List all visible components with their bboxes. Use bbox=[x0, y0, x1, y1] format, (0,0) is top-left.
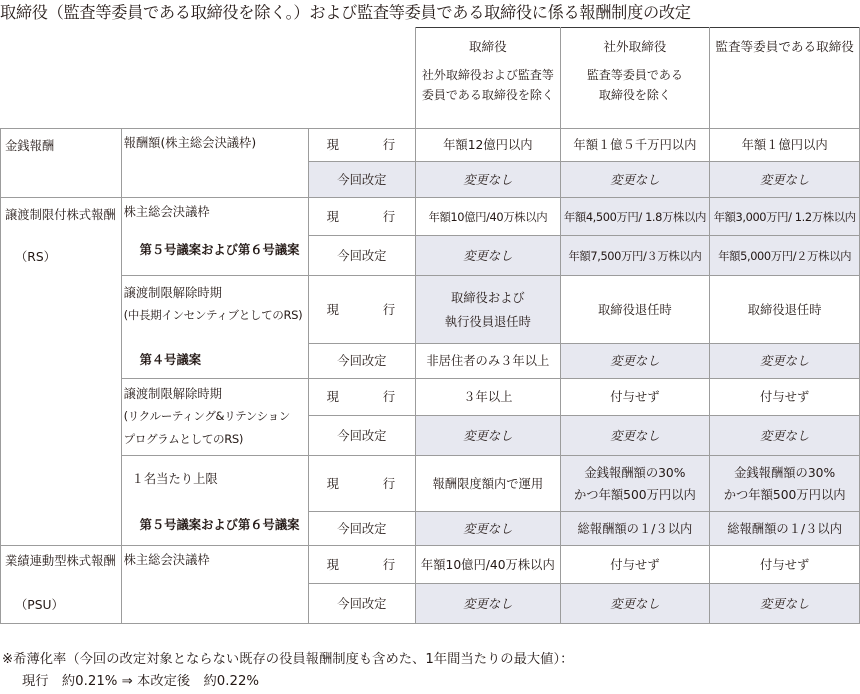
page-title: 取締役（監査等委員である取締役を除く。）および監査等委員である取締役に係る報酬制度の改定 bbox=[0, 3, 691, 22]
table-row bbox=[1, 129, 860, 162]
table-row bbox=[1, 379, 860, 416]
footnote-line: 現行 約0.21% ⇒ 本改定後 約0.22% bbox=[22, 674, 260, 689]
cell-value: 変更なし bbox=[710, 584, 860, 624]
header-blank bbox=[1, 28, 416, 129]
cell-value: 年額4,500万円/ 1.8万株以内 bbox=[560, 198, 710, 236]
footnote bbox=[2, 649, 573, 693]
item-rs-per-person bbox=[121, 456, 308, 546]
item-label: １名当たり上限 bbox=[131, 472, 218, 486]
category-sub: （PSU） bbox=[15, 598, 64, 612]
cell-value: 変更なし bbox=[560, 416, 710, 456]
row-label-revision: 今回改定 bbox=[308, 512, 416, 546]
cell-line: 金銭報酬額の30% bbox=[734, 465, 836, 480]
cell-value: 変更なし bbox=[560, 344, 710, 379]
cell-line: 取締役および bbox=[450, 290, 525, 305]
cell-line: 執行役員退任時 bbox=[444, 314, 531, 329]
cell-value: 取締役退任時 bbox=[710, 276, 860, 344]
cell-value: 変更なし bbox=[710, 344, 860, 379]
footnote-line: ※希薄化率（今回の改定対象とならない既存の役員報酬制度も含めた、1年間当たりの最大値）： bbox=[2, 652, 574, 667]
column-header-audit-director bbox=[710, 28, 860, 129]
cell-value bbox=[416, 276, 560, 344]
cell-value: 付与せず bbox=[560, 546, 710, 584]
row-label-revision: 今回改定 bbox=[308, 416, 416, 456]
table-row bbox=[1, 276, 860, 344]
header-row bbox=[1, 28, 860, 129]
category-label: 譲渡制限付株式報酬 bbox=[5, 208, 116, 222]
cell-value: 年額3,000万円/ 1.2万株以内 bbox=[710, 198, 860, 236]
item-label: プログラムとしてのRS) bbox=[123, 432, 243, 446]
column-subtitle: 委員である取締役を除く bbox=[421, 88, 554, 102]
cell-value: 年額7,500万円/３万株以内 bbox=[560, 236, 710, 276]
cell-value: 変更なし bbox=[416, 236, 560, 276]
item-rs-release-mid bbox=[121, 276, 308, 379]
cell-value bbox=[710, 456, 860, 512]
row-label-current: 現 行 bbox=[308, 276, 416, 344]
row-label-current: 現 行 bbox=[308, 456, 416, 512]
item-rs-release-recruit bbox=[121, 379, 308, 456]
proposal-label: 第５号議案および第６号議案 bbox=[139, 518, 300, 532]
item-psu-limit bbox=[121, 546, 308, 624]
row-label-current: 現 行 bbox=[308, 379, 416, 416]
cell-value: 変更なし bbox=[710, 162, 860, 198]
item-cash-limit bbox=[121, 129, 308, 198]
table-row bbox=[1, 546, 860, 584]
cell-value: 年額１億５千万円以内 bbox=[560, 129, 710, 162]
cell-value: 付与せず bbox=[710, 379, 860, 416]
cell-value: 変更なし bbox=[416, 162, 560, 198]
row-label-revision: 今回改定 bbox=[308, 584, 416, 624]
category-sub: （RS） bbox=[15, 250, 56, 264]
cell-value: 総報酬額の１/３以内 bbox=[710, 512, 860, 546]
cell-value: ３年以上 bbox=[416, 379, 560, 416]
item-label: 株主総会決議枠 bbox=[123, 205, 210, 219]
cell-line: かつ年額500万円以内 bbox=[723, 487, 846, 502]
item-label: 報酬額(株主総会決議枠) bbox=[123, 136, 257, 150]
column-header-director bbox=[416, 28, 560, 129]
column-subtitle: 取締役を除く bbox=[598, 88, 671, 102]
cell-line: かつ年額500万円以内 bbox=[573, 487, 696, 502]
row-label-revision: 今回改定 bbox=[308, 162, 416, 198]
column-title: 監査等委員である取締役 bbox=[715, 39, 854, 54]
row-label-current: 現 行 bbox=[308, 129, 416, 162]
table-row bbox=[1, 198, 860, 236]
cell-value: 非居住者のみ３年以上 bbox=[416, 344, 560, 379]
item-label: 譲渡制限解除時期 bbox=[123, 387, 222, 401]
cell-line: 金銭報酬額の30% bbox=[584, 465, 686, 480]
table-row bbox=[1, 456, 860, 512]
row-label-current: 現 行 bbox=[308, 546, 416, 584]
cell-value: 年額12億円以内 bbox=[416, 129, 560, 162]
item-label: (リクルーティング&リテンション bbox=[123, 409, 290, 423]
item-label: (中長期インセンティブとしてのRS) bbox=[123, 308, 303, 322]
column-subtitle: 監査等委員である bbox=[586, 68, 683, 82]
cell-value bbox=[560, 456, 710, 512]
cell-value: 取締役退任時 bbox=[560, 276, 710, 344]
cell-value: 付与せず bbox=[710, 546, 860, 584]
cell-value: 変更なし bbox=[416, 512, 560, 546]
category-label: 業績連動型株式報酬 bbox=[5, 554, 116, 568]
proposal-label: 第４号議案 bbox=[139, 353, 202, 367]
cell-value: 付与せず bbox=[560, 379, 710, 416]
cell-value: 変更なし bbox=[416, 416, 560, 456]
cell-value: 変更なし bbox=[710, 416, 860, 456]
item-label: 譲渡制限解除時期 bbox=[123, 286, 222, 300]
cell-value: 年額１億円以内 bbox=[710, 129, 860, 162]
cell-value: 年額10億円/40万株以内 bbox=[416, 546, 560, 584]
cell-value: 変更なし bbox=[416, 584, 560, 624]
cell-value: 年額10億円/40万株以内 bbox=[416, 198, 560, 236]
category-cash: 金銭報酬 bbox=[1, 129, 122, 198]
row-label-revision: 今回改定 bbox=[308, 344, 416, 379]
category-rs bbox=[1, 198, 122, 546]
cell-value: 年額5,000万円/２万株以内 bbox=[710, 236, 860, 276]
proposal-label: 第５号議案および第６号議案 bbox=[139, 243, 300, 257]
cell-value: 変更なし bbox=[560, 162, 710, 198]
row-label-revision: 今回改定 bbox=[308, 236, 416, 276]
cell-value: 変更なし bbox=[560, 584, 710, 624]
cell-value: 総報酬額の１/３以内 bbox=[560, 512, 710, 546]
column-title: 社外取締役 bbox=[603, 39, 667, 54]
item-label: 株主総会決議枠 bbox=[123, 553, 210, 567]
column-subtitle: 社外取締役および監査等 bbox=[421, 68, 554, 82]
category-psu bbox=[1, 546, 122, 624]
compensation-table bbox=[0, 27, 860, 624]
item-rs-limit bbox=[121, 198, 308, 276]
row-label-current: 現 行 bbox=[308, 198, 416, 236]
cell-value: 報酬限度額内で運用 bbox=[416, 456, 560, 512]
column-title: 取締役 bbox=[468, 39, 507, 54]
column-header-outside-director bbox=[560, 28, 710, 129]
